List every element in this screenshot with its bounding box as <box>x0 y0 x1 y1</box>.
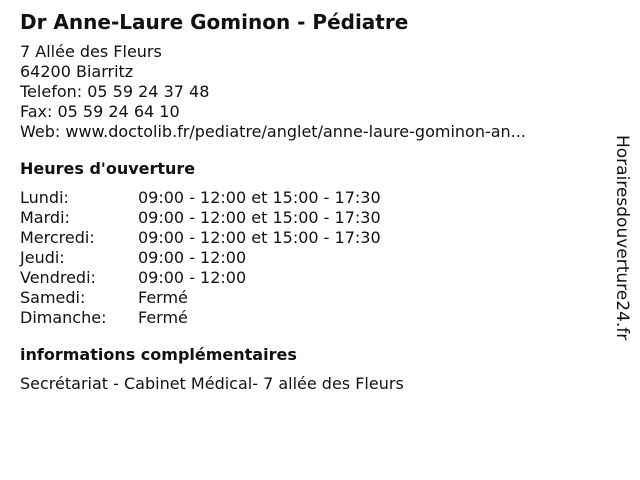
website-link[interactable]: Web: www.doctolib.fr/pediatre/anglet/anne-laure-gominon-an... <box>20 122 526 141</box>
hours-row <box>20 188 381 208</box>
day-label: Vendredi: <box>20 268 96 287</box>
info-heading: informations complémentaires <box>20 345 297 364</box>
phone-number: Telefon: 05 59 24 37 48 <box>20 82 210 101</box>
day-hours: 09:00 - 12:00 et 15:00 - 17:30 <box>138 208 381 227</box>
page-title: Dr Anne-Laure Gominon - Pédiatre <box>20 10 409 34</box>
day-label: Lundi: <box>20 188 69 207</box>
hours-row <box>20 288 381 308</box>
day-label: Mercredi: <box>20 228 95 247</box>
street-address: 7 Allée des Fleurs <box>20 42 162 61</box>
hours-row <box>20 208 381 228</box>
day-hours: 09:00 - 12:00 et 15:00 - 17:30 <box>138 228 381 247</box>
day-label: Jeudi: <box>20 248 65 267</box>
brand-watermark: Horairesdouverture24.fr <box>612 135 632 341</box>
opening-hours-table <box>20 188 381 328</box>
day-hours: 09:00 - 12:00 et 15:00 - 17:30 <box>138 188 381 207</box>
day-label: Samedi: <box>20 288 86 307</box>
postal-city: 64200 Biarritz <box>20 62 134 81</box>
address-block <box>20 42 600 142</box>
hours-row <box>20 268 381 288</box>
business-card <box>20 8 600 394</box>
hours-heading: Heures d'ouverture <box>20 159 196 178</box>
info-text: Secrétariat - Cabinet Médical- 7 allée des Fleurs <box>20 374 404 393</box>
day-label: Mardi: <box>20 208 70 227</box>
day-hours: 09:00 - 12:00 <box>138 248 247 267</box>
fax-number: Fax: 05 59 24 64 10 <box>20 102 180 121</box>
day-hours: Fermé <box>138 308 188 327</box>
day-hours: 09:00 - 12:00 <box>138 268 247 287</box>
hours-row <box>20 308 381 328</box>
day-label: Dimanche: <box>20 308 107 327</box>
hours-row <box>20 228 381 248</box>
hours-row <box>20 248 381 268</box>
day-hours: Fermé <box>138 288 188 307</box>
